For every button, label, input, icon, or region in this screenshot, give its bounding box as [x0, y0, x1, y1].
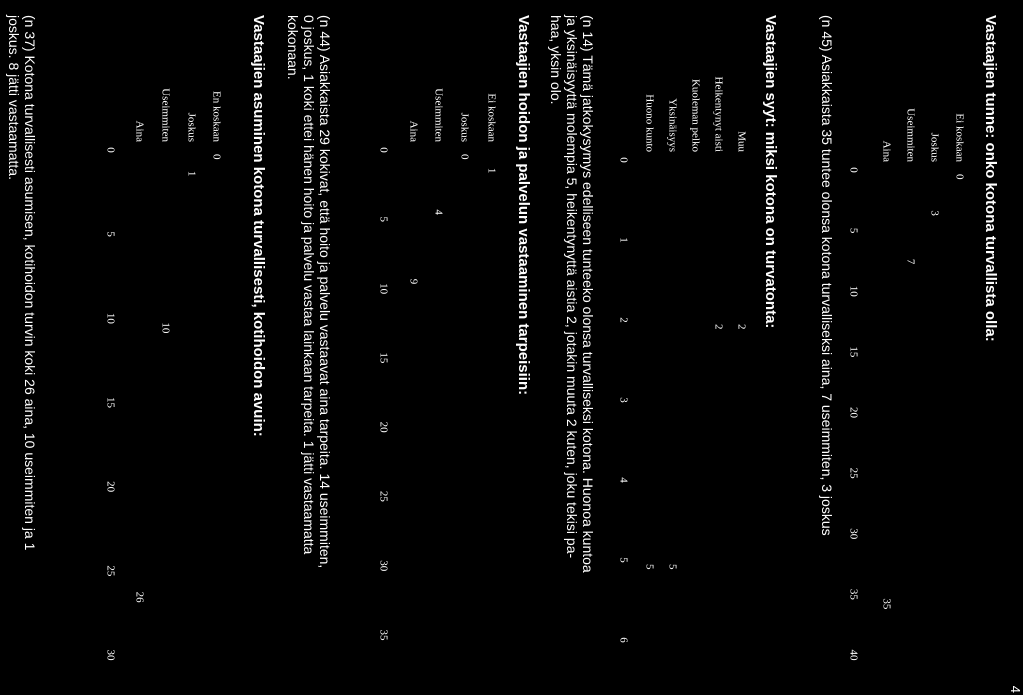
tick-label: 35: [377, 629, 390, 641]
section-3-heading: Vastaajien hoidon ja palvelun vastaaminen tarpeisiin:: [515, 15, 532, 396]
tick-label: 3: [617, 397, 630, 403]
chart-safety-feeling: [841, 0, 981, 695]
tick-label: 6: [617, 637, 630, 643]
tick-label: 5: [377, 216, 390, 223]
tick-label: 40: [847, 649, 860, 661]
bar: [185, 150, 197, 167]
category-label: Yksinäisyys: [666, 98, 679, 152]
bar: [928, 170, 940, 206]
tick-label: 15: [847, 346, 860, 358]
data-label: 5: [643, 564, 656, 570]
tick-label: 4: [617, 477, 630, 483]
chart-care-meets-needs: [371, 0, 511, 695]
bar: [735, 160, 747, 320]
section-2-line-2: ja yksinäisyyttä molempia 5, heikentynyttä aistia 2, jotakin muuta 2 kuten, joku tekisi pa-: [564, 15, 580, 559]
category-label: Kuoleman pelko: [689, 78, 702, 152]
bar: [485, 150, 497, 164]
tick-label: 1: [617, 237, 630, 243]
section-3-text: [285, 15, 333, 568]
data-label: 26: [133, 591, 146, 603]
tick-label: 20: [377, 421, 390, 433]
tick-label: 0: [847, 167, 860, 173]
category-label: Aina: [880, 140, 893, 162]
category-label: Useimmiten: [904, 108, 917, 162]
bar: [643, 160, 655, 560]
data-label: 0: [458, 154, 471, 160]
section-4-heading: Vastaajien asuminen kotona turvallisesti, kotihoidon avuin:: [250, 15, 267, 437]
category-label: Useimmiten: [432, 88, 445, 142]
category-label: Joskus: [928, 132, 941, 162]
section-2-heading: Vastaajien syyt: miksi kotona on turvatonta:: [762, 15, 779, 329]
data-label: 2: [735, 324, 748, 330]
tick-label: 10: [104, 312, 117, 324]
bar: [432, 150, 444, 205]
data-label: 0: [210, 154, 223, 160]
data-label: 7: [904, 258, 917, 265]
bar: [133, 150, 145, 588]
category-label: Aina: [407, 120, 420, 142]
bar: [666, 160, 678, 560]
section-2-line-1: (n 14) Tämä jatkokysymys edelliseen tunteeko olonsa turvalliseksi kotona. Huonoa kuntoa: [580, 15, 596, 573]
tick-label: 15: [377, 352, 390, 364]
section-4-line-2: joskus. 8 jätti vastaamatta.: [6, 15, 22, 180]
bar: [904, 170, 916, 255]
section-1-text: [819, 15, 835, 536]
section-3-line-3: kokonaan.: [285, 15, 301, 80]
section-1-line-1: (n 45) Asiakkaista 35 tuntee olonsa kotona turvalliseksi aina, 7 useimmiten, 3 joskus: [819, 15, 835, 536]
chart-living-safely-home-care: [106, 0, 246, 695]
bar: [407, 150, 419, 275]
category-label: Useimmiten: [159, 88, 172, 142]
section-3-line-1: (n 44) Asiakkaista 29 kokivat, että hoito ja palvelu vastaavat aina tarpeita. 14 useimmiten,: [317, 15, 333, 569]
category-label: Heikentynyt aisti: [712, 76, 725, 152]
tick-label: 25: [847, 467, 860, 479]
section-2-text: [548, 15, 596, 573]
category-label: Muu: [735, 131, 748, 152]
bar: [880, 170, 892, 594]
tick-label: 5: [847, 227, 860, 234]
tick-label: 10: [847, 285, 860, 297]
tick-label: 5: [617, 557, 630, 563]
tick-label: 30: [377, 560, 390, 572]
bar: [159, 150, 171, 318]
section-4-line-1: (n 37) Kotona turvallisesti asumisen, kotihoidon turvin koki 26 aina, 10 useimmiten ja 1: [22, 15, 38, 551]
section-3-line-2: 0 joskus, 1 koki ettei hänen hoito ja palvelu vastaa lainkaan tarpeita. 1 jätti vastaamatta: [301, 15, 317, 555]
section-4-text: [6, 15, 38, 550]
data-label: 3: [928, 210, 941, 216]
category-label: Joskus: [458, 112, 471, 142]
data-label: 35: [880, 598, 893, 610]
tick-label: 0: [377, 147, 390, 153]
category-label: Ei koskaan: [953, 113, 966, 162]
data-label: 0: [953, 174, 966, 180]
tick-label: 0: [617, 157, 630, 163]
category-label: En koskaan: [210, 90, 223, 142]
tick-label: 25: [104, 565, 117, 577]
page-number: 4: [1008, 685, 1023, 693]
tick-label: 25: [377, 490, 390, 502]
tick-label: 20: [847, 407, 860, 418]
category-label: Huono kunto: [643, 94, 656, 152]
data-label: 9: [407, 278, 420, 285]
tick-label: 20: [104, 481, 117, 493]
category-label: Ei koskaan: [485, 93, 498, 142]
data-label: 1: [485, 167, 498, 174]
category-label: Joskus: [185, 112, 198, 142]
bar: [712, 160, 724, 320]
section-1-heading: Vastaajien tunne: onko kotona turvallista olla:: [982, 15, 999, 342]
tick-label: 10: [377, 283, 390, 295]
chart-unsafety-reasons: [617, 0, 761, 695]
data-label: 2: [712, 324, 725, 330]
data-label: 1: [185, 170, 198, 177]
data-label: 5: [666, 564, 679, 570]
tick-label: 30: [104, 649, 117, 661]
section-2-line-3: haa, yksin olo.: [548, 15, 564, 105]
tick-label: 30: [847, 528, 860, 540]
data-label: 4: [432, 209, 445, 215]
tick-label: 2: [617, 317, 630, 323]
tick-label: 0: [104, 147, 117, 153]
category-label: Aina: [133, 120, 146, 142]
data-label: 10: [159, 322, 172, 334]
tick-label: 35: [847, 588, 860, 600]
tick-label: 5: [104, 231, 117, 237]
tick-label: 15: [104, 397, 117, 408]
